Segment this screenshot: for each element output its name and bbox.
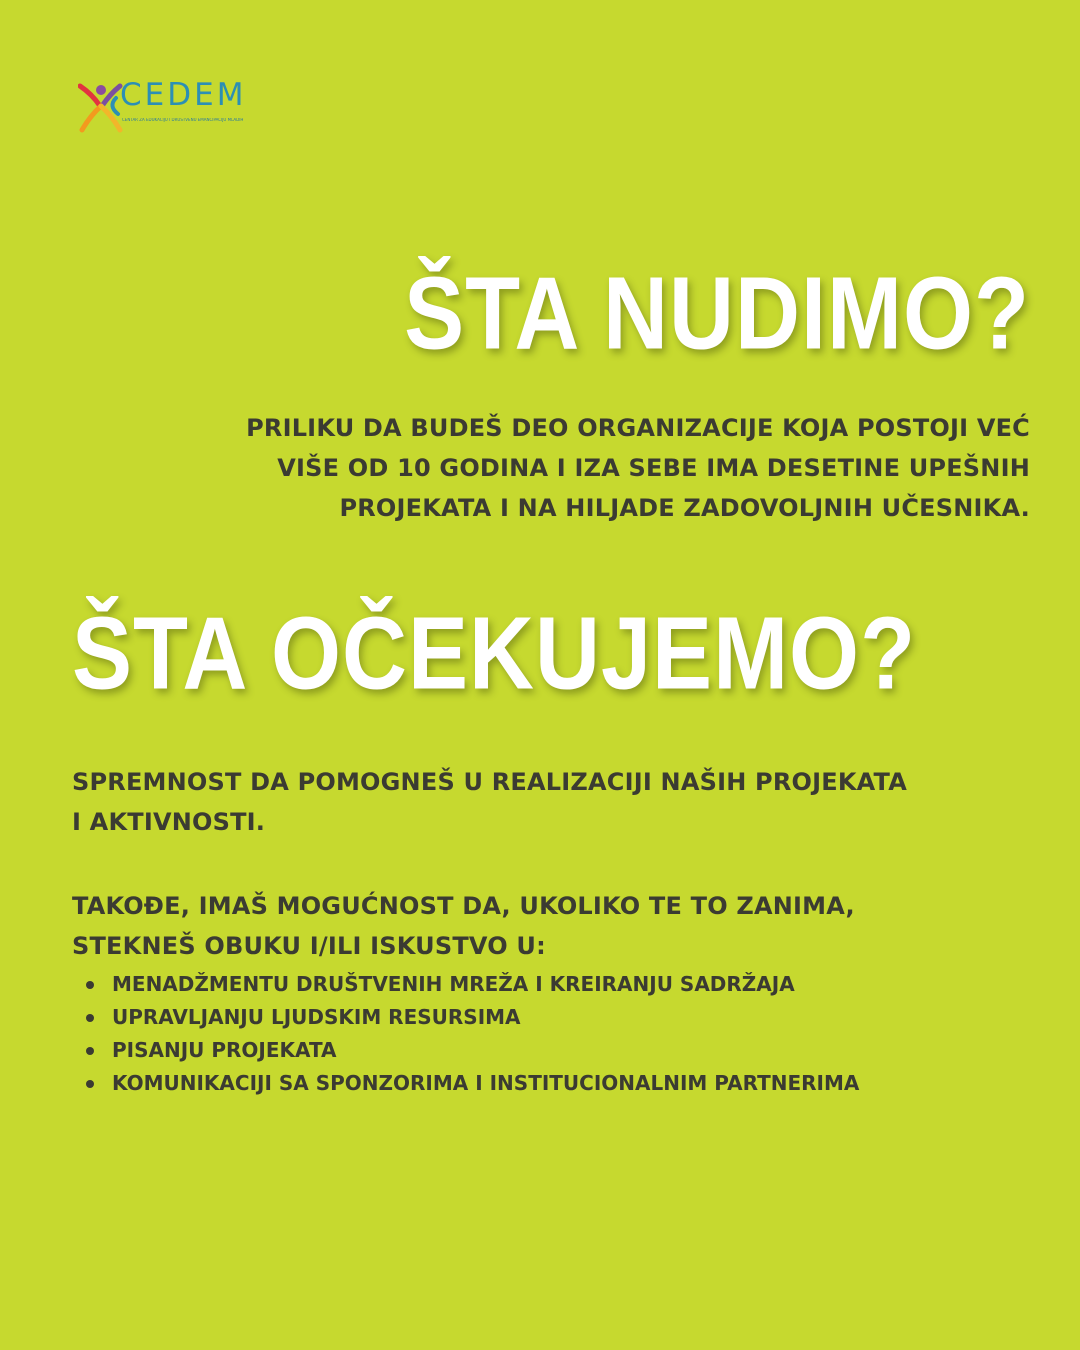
offer-heading: ŠTA NUDIMO? bbox=[404, 256, 1030, 372]
skills-list-item bbox=[86, 1001, 859, 1034]
expect-paragraph bbox=[72, 762, 992, 842]
logo-wordmark: CEDEM bbox=[120, 77, 247, 113]
skill-label: PISANJU PROJEKATA bbox=[112, 1038, 337, 1062]
bullet-icon bbox=[86, 1080, 94, 1088]
opportunity-line: TAKOĐE, IMAŠ MOGUĆNOST DA, UKOLIKO TE TO ZANIMA, bbox=[72, 892, 855, 920]
expect-heading: ŠTA OČEKUJEMO? bbox=[72, 596, 917, 712]
offer-line: PROJEKATA I NA HILJADE ZADOVOLJNIH UČESNIKA. bbox=[339, 494, 1030, 522]
offer-line: PRILIKU DA BUDEŠ DEO ORGANIZACIJE KOJA POSTOJI VEĆ bbox=[246, 414, 1030, 442]
skills-list-item bbox=[86, 1067, 859, 1100]
opportunity-line: STEKNEŠ OBUKU I/ILI ISKUSTVO U: bbox=[72, 932, 546, 960]
cedem-figure-icon bbox=[78, 80, 126, 134]
skill-label: KOMUNIKACIJI SA SPONZORIMA I INSTITUCIONALNIM PARTNERIMA bbox=[112, 1071, 860, 1095]
cedem-logo bbox=[78, 78, 288, 138]
offer-paragraph bbox=[170, 408, 1030, 528]
skills-list-item bbox=[86, 968, 859, 1001]
expect-line: I AKTIVNOSTI. bbox=[72, 808, 266, 836]
opportunity-paragraph bbox=[72, 886, 972, 966]
expect-line: SPREMNOST DA POMOGNEŠ U REALIZACIJI NAŠIH PROJEKATA bbox=[72, 768, 908, 796]
offer-line: VIŠE OD 10 GODINA I IZA SEBE IMA DESETINE UPEŠNIH bbox=[277, 454, 1030, 482]
skill-label: MENADŽMENTU DRUŠTVENIH MREŽA I KREIRANJU SADRŽAJA bbox=[112, 972, 795, 996]
skills-list bbox=[86, 968, 859, 1100]
bullet-icon bbox=[86, 981, 94, 989]
logo-tagline: CENTAR ZA EDUKACIJU I DRUŠTVENU EMANCIPACIJU MLADIH bbox=[122, 118, 244, 122]
bullet-icon bbox=[86, 1047, 94, 1055]
bullet-icon bbox=[86, 1014, 94, 1022]
skill-label: UPRAVLJANJU LJUDSKIM RESURSIMA bbox=[112, 1005, 521, 1029]
skills-list-item bbox=[86, 1034, 859, 1067]
